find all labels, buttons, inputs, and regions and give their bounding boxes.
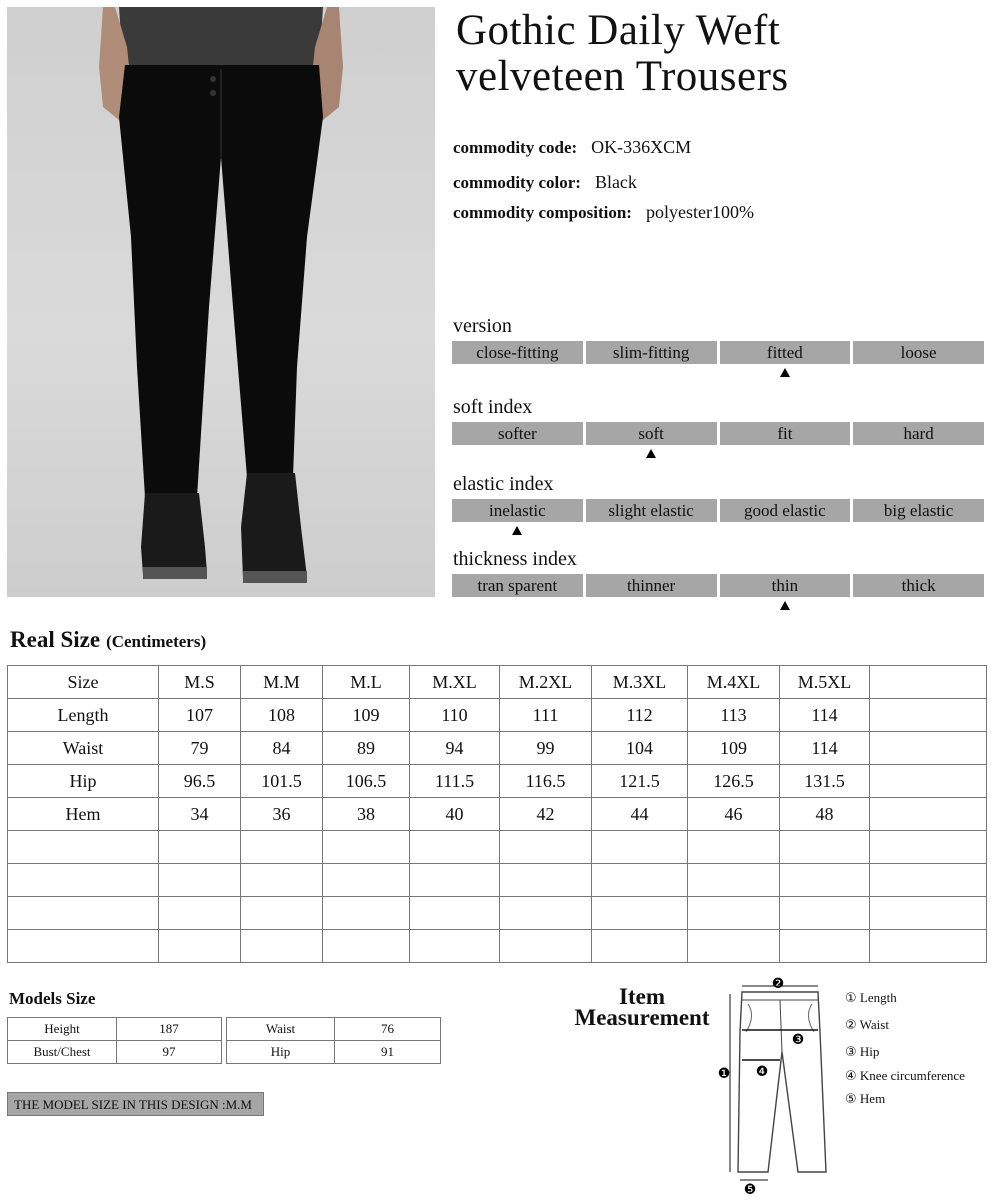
size-row-label (8, 930, 159, 963)
commodity-composition-value: polyester100% (645, 202, 754, 222)
size-cell (780, 864, 870, 897)
size-cell: 44 (592, 798, 688, 831)
table-row (8, 732, 987, 765)
size-cell: 108 (241, 699, 323, 732)
soft-index-option: softer (452, 422, 583, 445)
commodity-composition-label: commodity composition: (453, 203, 632, 222)
size-cell: 46 (688, 798, 780, 831)
size-cell (780, 930, 870, 963)
model-bust-value: 97 (117, 1041, 222, 1064)
models-size-title: Models Size (9, 989, 96, 1008)
size-cell (500, 831, 592, 864)
size-cell (870, 699, 987, 732)
size-cell: 34 (159, 798, 241, 831)
size-cell: 111 (500, 699, 592, 732)
elastic-index-option: slight elastic (586, 499, 717, 522)
commodity-composition-row (453, 202, 754, 223)
size-row-label: Hem (8, 798, 159, 831)
size-cell (870, 765, 987, 798)
selected-indicator-icon (512, 526, 522, 535)
size-header-cell: Size (8, 666, 159, 699)
size-cell (241, 930, 323, 963)
size-cell (323, 930, 410, 963)
table-row (8, 765, 987, 798)
commodity-color-value: Black (594, 172, 637, 192)
diagram-mark-waist: ❷ (771, 976, 785, 992)
item-measurement-title (562, 986, 722, 1028)
size-cell (500, 930, 592, 963)
size-cell: 114 (780, 732, 870, 765)
model-waist-value: 76 (335, 1018, 441, 1041)
size-cell (159, 930, 241, 963)
size-header-cell: M.3XL (592, 666, 688, 699)
size-cell (410, 897, 500, 930)
size-cell (870, 864, 987, 897)
size-cell: 109 (323, 699, 410, 732)
size-cell: 111.5 (410, 765, 500, 798)
table-row (227, 1018, 441, 1041)
model-height-label: Height (8, 1018, 117, 1041)
version-option: fitted (720, 341, 851, 364)
real-size-unit: (Centimeters) (106, 632, 207, 651)
elastic-index-option: good elastic (720, 499, 851, 522)
size-cell: 106.5 (323, 765, 410, 798)
size-cell (241, 897, 323, 930)
size-cell: 101.5 (241, 765, 323, 798)
size-cell: 40 (410, 798, 500, 831)
size-row-label (8, 864, 159, 897)
table-row (8, 1041, 222, 1064)
elastic-index-option: big elastic (853, 499, 984, 522)
size-cell (870, 831, 987, 864)
size-header-cell: M.4XL (688, 666, 780, 699)
thickness-index-option: thinner (586, 574, 717, 597)
commodity-color-label: commodity color: (453, 173, 581, 192)
size-cell: 131.5 (780, 765, 870, 798)
size-row-label: Waist (8, 732, 159, 765)
commodity-code-label: commodity code: (453, 138, 578, 157)
table-row (8, 831, 987, 864)
thickness-index-option: thick (853, 574, 984, 597)
size-cell (159, 897, 241, 930)
size-cell: 113 (688, 699, 780, 732)
model-size-note: THE MODEL SIZE IN THIS DESIGN :M.M (7, 1092, 264, 1116)
models-size-table-left (7, 1017, 222, 1064)
model-waist-label: Waist (227, 1018, 335, 1041)
size-cell (780, 831, 870, 864)
diagram-mark-hem: ❺ (743, 1182, 757, 1196)
table-row (8, 798, 987, 831)
size-table (7, 665, 987, 963)
version-option: loose (853, 341, 984, 364)
real-size-label: Real Size (10, 627, 101, 652)
size-cell (870, 732, 987, 765)
size-cell (592, 831, 688, 864)
size-cell: 116.5 (500, 765, 592, 798)
diagram-mark-hip: ❸ (791, 1032, 805, 1048)
table-row (8, 864, 987, 897)
size-cell: 42 (500, 798, 592, 831)
size-cell (592, 897, 688, 930)
thickness-index-option: thin (720, 574, 851, 597)
table-row (227, 1041, 441, 1064)
thickness-index-option: tran sparent (452, 574, 583, 597)
models-size-table-right (226, 1017, 441, 1064)
elastic-index-option: inelastic (452, 499, 583, 522)
legend-waist: ② Waist (845, 1017, 889, 1033)
commodity-code-value: OK-336XCM (591, 137, 692, 157)
size-cell: 48 (780, 798, 870, 831)
size-cell: 38 (323, 798, 410, 831)
model-height-value: 187 (117, 1018, 222, 1041)
size-cell: 112 (592, 699, 688, 732)
elastic-index-title: elastic index (453, 473, 554, 495)
size-row-label: Hip (8, 765, 159, 798)
size-cell: 89 (323, 732, 410, 765)
soft-index-title: soft index (453, 396, 533, 418)
size-cell: 121.5 (592, 765, 688, 798)
model-hip-label: Hip (227, 1041, 335, 1064)
size-cell: 109 (688, 732, 780, 765)
size-cell (870, 930, 987, 963)
size-header-cell: M.M (241, 666, 323, 699)
table-row (8, 699, 987, 732)
size-cell (159, 831, 241, 864)
size-cell (500, 897, 592, 930)
size-cell (159, 864, 241, 897)
product-title (456, 8, 986, 100)
size-cell (241, 831, 323, 864)
size-cell: 99 (500, 732, 592, 765)
size-cell (323, 864, 410, 897)
trousers-measurement-diagram (712, 972, 842, 1196)
size-cell (241, 864, 323, 897)
item-measurement-title-line1: Item (619, 984, 665, 1009)
size-cell (323, 831, 410, 864)
soft-index-option: soft (586, 422, 717, 445)
size-cell (780, 897, 870, 930)
size-header-cell (870, 666, 987, 699)
table-row (8, 897, 987, 930)
soft-index-scale (452, 422, 984, 445)
size-header-cell: M.5XL (780, 666, 870, 699)
size-row-label (8, 897, 159, 930)
thickness-index-title: thickness index (453, 548, 577, 570)
soft-index-option: fit (720, 422, 851, 445)
real-size-title (10, 627, 206, 653)
size-cell: 36 (241, 798, 323, 831)
product-photo (7, 7, 435, 597)
soft-index-option: hard (853, 422, 984, 445)
size-cell (500, 864, 592, 897)
size-cell (592, 864, 688, 897)
size-cell: 114 (780, 699, 870, 732)
selected-indicator-icon (780, 601, 790, 610)
version-title: version (453, 315, 512, 337)
version-scale (452, 341, 984, 364)
size-cell (688, 864, 780, 897)
selected-indicator-icon (646, 449, 656, 458)
size-cell (870, 897, 987, 930)
legend-hip: ③ Hip (845, 1044, 880, 1060)
size-cell: 104 (592, 732, 688, 765)
selected-indicator-icon (780, 368, 790, 377)
product-title-line2: velveteen Trousers (456, 53, 789, 100)
size-cell (410, 930, 500, 963)
model-wearing-trousers-image (7, 7, 435, 597)
size-header-cell: M.S (159, 666, 241, 699)
elastic-index-scale (452, 499, 984, 522)
model-hip-value: 91 (335, 1041, 441, 1064)
size-row-label: Length (8, 699, 159, 732)
size-cell (688, 930, 780, 963)
diagram-mark-knee: ❹ (755, 1064, 769, 1080)
table-row (8, 930, 987, 963)
size-cell (323, 897, 410, 930)
legend-hem: ⑤ Hem (845, 1091, 886, 1107)
size-cell: 79 (159, 732, 241, 765)
size-cell (870, 798, 987, 831)
size-cell: 110 (410, 699, 500, 732)
size-cell (592, 930, 688, 963)
size-header-cell: M.2XL (500, 666, 592, 699)
size-table-header-row (8, 666, 987, 699)
item-measurement-title-line2: Measurement (574, 1005, 710, 1030)
model-bust-label: Bust/Chest (8, 1041, 117, 1064)
size-cell: 94 (410, 732, 500, 765)
size-cell (688, 897, 780, 930)
product-title-line1: Gothic Daily Weft (456, 7, 781, 54)
size-cell: 84 (241, 732, 323, 765)
diagram-mark-length: ❶ (717, 1066, 731, 1082)
thickness-index-scale (452, 574, 984, 597)
size-cell (688, 831, 780, 864)
size-cell: 126.5 (688, 765, 780, 798)
size-cell: 107 (159, 699, 241, 732)
table-row (8, 1018, 222, 1041)
size-cell (410, 864, 500, 897)
size-header-cell: M.XL (410, 666, 500, 699)
commodity-color-row (453, 172, 637, 193)
version-option: close-fitting (452, 341, 583, 364)
legend-length: ① Length (845, 990, 897, 1006)
size-header-cell: M.L (323, 666, 410, 699)
size-row-label (8, 831, 159, 864)
size-cell (410, 831, 500, 864)
commodity-code-row (453, 137, 691, 158)
version-option: slim-fitting (586, 341, 717, 364)
size-cell: 96.5 (159, 765, 241, 798)
legend-knee-circumference: ④ Knee circumference (845, 1068, 965, 1084)
